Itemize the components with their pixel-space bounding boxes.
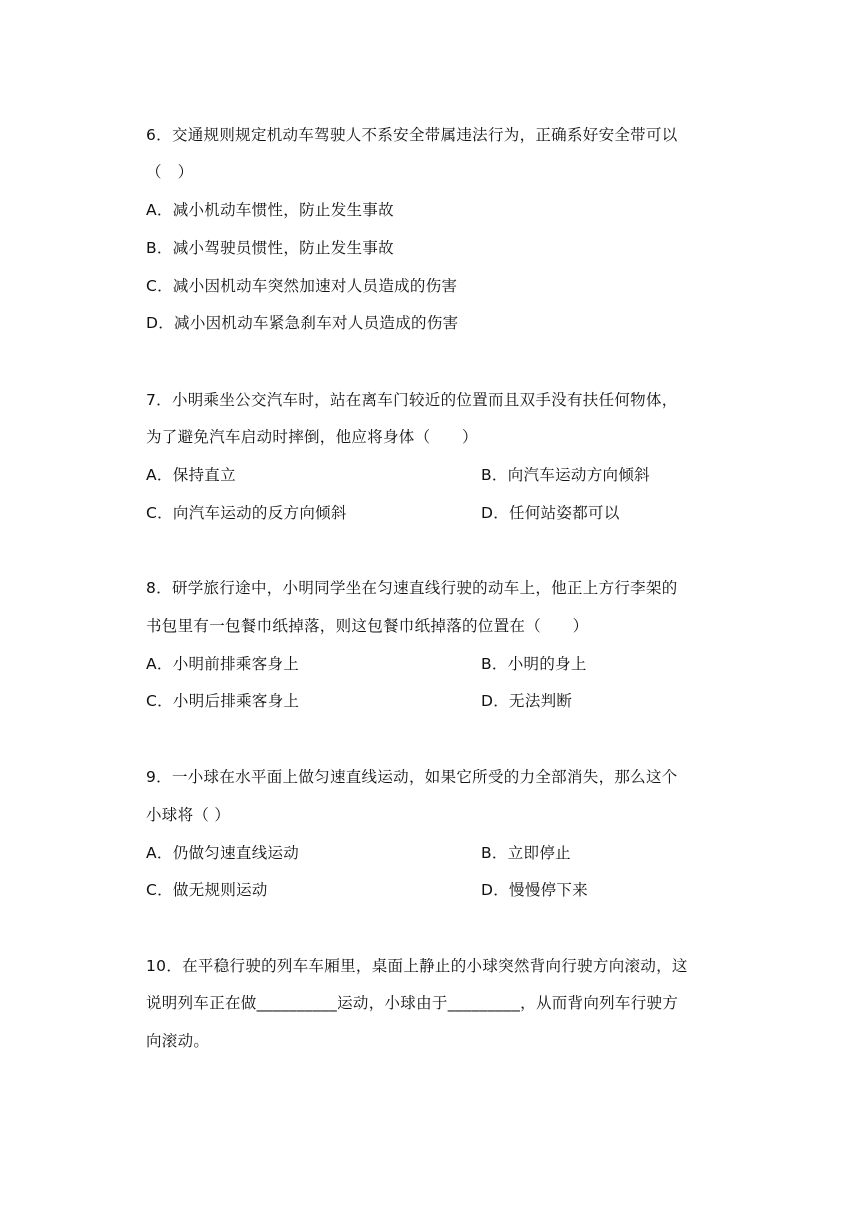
question-9-stem-line-2: 小球将（ ） [146, 806, 231, 824]
question-8-option-d: D．无法判断 [481, 692, 573, 710]
question-7-option-a: A．保持直立 [146, 466, 236, 484]
question-9-option-c: C．做无规则运动 [146, 881, 268, 899]
question-6-option-a: A．减小机动车惯性，防止发生事故 [146, 201, 394, 219]
question-7-option-c: C．向汽车运动的反方向倾斜 [146, 504, 347, 522]
question-7-option-b: B．向汽车运动方向倾斜 [481, 466, 650, 484]
question-10-stem-line-2: 说明列车正在做__________运动，小球由于_________，从而背向列车行驶方 [146, 994, 679, 1012]
question-7-option-d: D．任何站姿都可以 [481, 504, 620, 522]
question-8-option-b: B．小明的身上 [481, 655, 587, 673]
question-9-option-d: D．慢慢停下来 [481, 881, 589, 899]
question-8-option-c: C．小明后排乘客身上 [146, 692, 300, 710]
question-8-stem-line-2: 书包里有一包餐巾纸掉落，则这包餐巾纸掉落的位置在（ ） [146, 617, 589, 635]
question-7-stem-line-1: 7．小明乘坐公交汽车时，站在离车门较近的位置而且双手没有扶任何物体， [146, 391, 678, 409]
question-9-stem-line-1: 9．一小球在水平面上做匀速直线运动，如果它所受的力全部消失，那么这个 [146, 768, 678, 786]
question-9-option-b: B．立即停止 [481, 844, 571, 862]
question-10-stem-line-3: 向滚动。 [146, 1032, 210, 1050]
question-8-stem-line-1: 8．研学旅行途中，小明同学坐在匀速直线行驶的动车上，他正上方行李架的 [146, 579, 678, 597]
question-6-stem-line-1: 6．交通规则规定机动车驾驶人不系安全带属违法行为，正确系好安全带可以 [146, 126, 678, 144]
question-8-option-a: A．小明前排乘客身上 [146, 655, 300, 673]
question-9-option-a: A．仍做匀速直线运动 [146, 844, 300, 862]
question-6-option-d: D．减小因机动车紧急刹车对人员造成的伤害 [146, 314, 459, 332]
question-6-option-c: C．减小因机动车突然加速对人员造成的伤害 [146, 277, 458, 295]
question-6-stem-line-2: （ ） [146, 163, 194, 181]
question-7-stem-line-2: 为了避免汽车启动时摔倒，他应将身体（ ） [146, 428, 478, 446]
question-10-stem-line-1: 10．在平稳行驶的列车车厢里，桌面上静止的小球突然背向行驶方向滚动，这 [146, 957, 688, 975]
question-6-option-b: B．减小驾驶员惯性，防止发生事故 [146, 239, 394, 257]
